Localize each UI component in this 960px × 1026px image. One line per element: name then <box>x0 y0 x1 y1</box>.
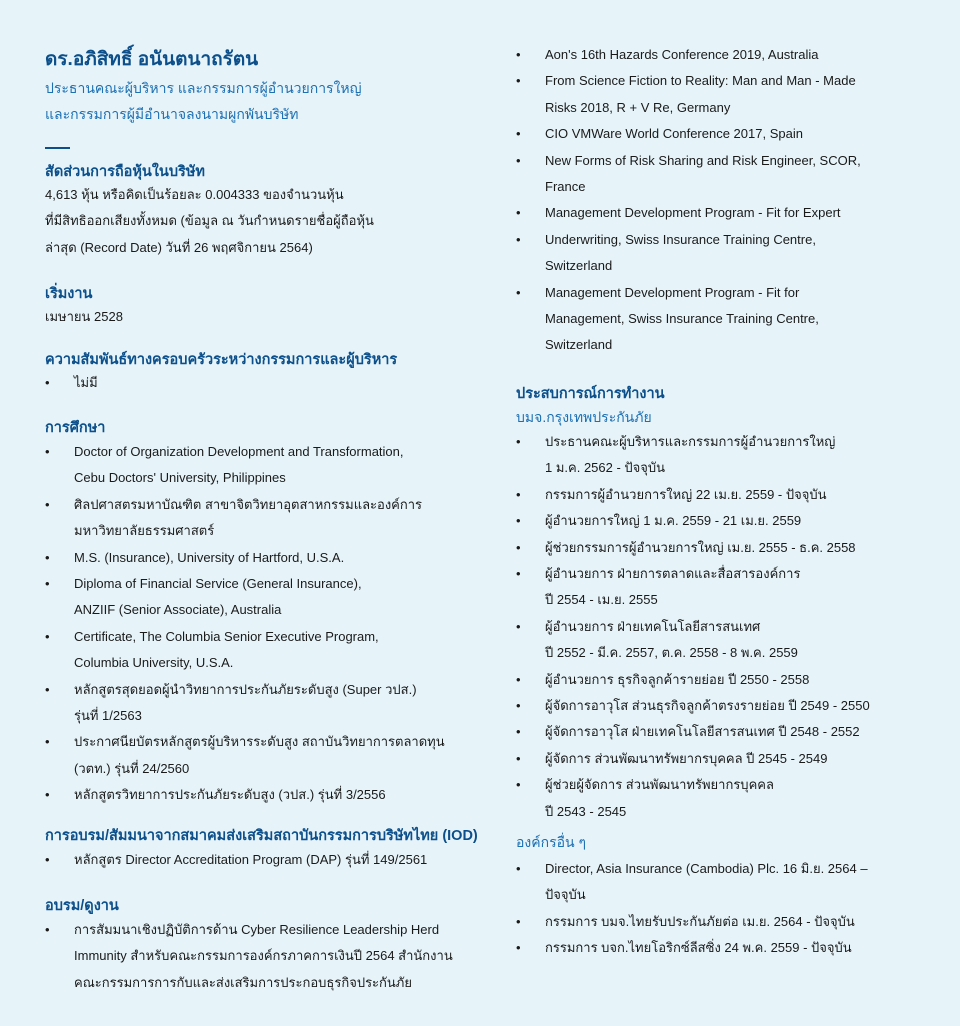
list-item-text: ปี 2543 - 2545 <box>545 803 627 819</box>
bullet-icon: • <box>45 444 50 459</box>
experience-heading: ประสบการณ์การทำงาน <box>516 386 665 402</box>
list-item <box>516 719 870 745</box>
education-heading: การศึกษา <box>45 420 106 436</box>
list-item-text: Cebu Doctors' University, Philippines <box>74 470 286 486</box>
list-item-text: กรรมการ บมจ.ไทยรับประกันภัยต่อ เม.ย. 2564 - ปัจจุบัน <box>545 913 855 929</box>
bullet-icon: • <box>516 698 521 714</box>
list-item <box>516 227 861 280</box>
iod-list <box>45 847 427 873</box>
iod-heading: การอบรม/สัมมนาจากสมาคมส่งเสริมสถาบันกรรมการบริษัทไทย (IOD) <box>45 828 478 844</box>
training-list-left <box>45 917 453 996</box>
education-list <box>45 439 445 809</box>
list-item-text: Diploma of Financial Service (General Insurance), <box>74 576 362 592</box>
list-item-text: 1 ม.ค. 2562 - ปัจจุบัน <box>545 460 666 476</box>
training-list-right <box>516 42 861 359</box>
list-item <box>45 571 445 624</box>
list-item <box>516 909 868 935</box>
list-item-text: ประธานคณะผู้บริหารและกรรมการผู้อำนวยการใหญ่ <box>545 434 836 449</box>
bullet-icon: • <box>516 777 521 793</box>
list-item-text: ผู้ช่วยผู้จัดการ ส่วนพัฒนาทรัพยากรบุคคล <box>545 777 774 793</box>
bullet-icon: • <box>516 566 521 582</box>
bullet-icon: • <box>45 576 50 592</box>
list-item-text: New Forms of Risk Sharing and Risk Engineer, SCOR, <box>545 152 861 168</box>
list-item <box>45 439 445 492</box>
list-item <box>516 482 870 508</box>
list-item <box>516 148 861 201</box>
bullet-icon: • <box>516 618 521 634</box>
list-item-text: Switzerland <box>545 258 613 274</box>
list-item-text: มหาวิทยาลัยธรรมศาสตร์ <box>74 523 215 539</box>
list-item <box>516 121 861 147</box>
list-item-text: ปัจจุบัน <box>545 887 586 903</box>
list-item <box>45 370 98 396</box>
family-relation-heading: ความสัมพันธ์ทางครอบครัวระหว่างกรรมการและผู้บริหาร <box>45 352 398 368</box>
list-item <box>516 200 861 226</box>
list-item-text: รุ่นที่ 1/2563 <box>74 708 142 724</box>
list-item-text: คณะกรรมการการกับและส่งเสริมการประกอบธุรกิจประกันภัย <box>74 974 412 990</box>
bullet-icon: • <box>516 231 521 247</box>
list-item-text: ผู้จัดการ ส่วนพัฒนาทรัพยากรบุคคล ปี 2545 - 2549 <box>545 750 828 766</box>
bullet-icon: • <box>45 787 50 803</box>
list-item <box>516 746 870 772</box>
bullet-icon: • <box>516 126 521 142</box>
bullet-icon: • <box>516 284 521 300</box>
list-item-text: กรรมการ บจก.ไทยโอริกซ์ลีสซิ่ง 24 พ.ค. 2559 - ปัจจุบัน <box>545 940 852 956</box>
list-item-text: France <box>545 179 586 195</box>
list-item-text: ผู้อำนวยการใหญ่ 1 ม.ค. 2559 - 21 เม.ย. 2559 <box>545 513 802 529</box>
list-item-text: ANZIIF (Senior Associate), Australia <box>74 602 282 618</box>
list-item-text: (วตท.) รุ่นที่ 24/2560 <box>74 760 190 776</box>
list-item <box>45 847 427 873</box>
training-heading: อบรม/ดูงาน <box>45 898 119 914</box>
list-item-text: การสัมมนาเชิงปฏิบัติการด้าน Cyber Resilience Leadership Herd <box>74 922 440 937</box>
list-item-text: Management Development Program - Fit for <box>545 284 800 300</box>
list-item <box>516 429 870 482</box>
family-relation-list <box>45 370 98 396</box>
list-item-text: Immunity สำหรับคณะกรรมการองค์กรภาคการเงินปี 2564 สำนักงาน <box>74 948 453 964</box>
bullet-icon: • <box>45 681 50 697</box>
bullet-icon: • <box>516 750 521 766</box>
list-item-text: Doctor of Organization Development and Transformation, <box>74 444 404 459</box>
list-item-text: ผู้ช่วยกรรมการผู้อำนวยการใหญ่ เม.ย. 2555 - ธ.ค. 2558 <box>545 539 856 555</box>
bullet-icon: • <box>516 940 521 956</box>
list-item-text: ผู้จัดการอาวุโส ส่วนธุรกิจลูกค้าตรงรายย่อย ปี 2549 - 2550 <box>545 698 870 714</box>
bullet-icon: • <box>516 513 521 529</box>
list-item-text: Director, Asia Insurance (Cambodia) Plc. 16 มิ.ย. 2564 – <box>545 861 868 876</box>
bullet-icon: • <box>516 671 521 687</box>
list-item-text: Certificate, The Columbia Senior Executive Program, <box>74 628 379 644</box>
experience-company: บมจ.กรุงเทพประกันภัย <box>516 409 652 425</box>
list-item-text: Switzerland <box>545 337 613 353</box>
list-item-text: ศิลปศาสตรมหาบัณฑิต สาขาจิตวิทยาอุตสาหกรรมและองค์การ <box>74 496 423 512</box>
bullet-icon: • <box>45 734 50 750</box>
list-item <box>516 693 870 719</box>
start-work-heading: เริ่มงาน <box>45 286 93 302</box>
list-item-text: Underwriting, Swiss Insurance Training Centre, <box>545 231 816 247</box>
bullet-icon: • <box>516 486 521 502</box>
list-item <box>45 624 445 677</box>
shareholding-heading: สัดส่วนการถือหุ้นในบริษัท <box>45 164 205 180</box>
list-item <box>516 508 870 534</box>
list-item-text: ผู้อำนวยการ ธุรกิจลูกค้ารายย่อย ปี 2550 - 2558 <box>545 671 810 687</box>
list-item-text: ปี 2552 - มี.ค. 2557, ต.ค. 2558 - 8 พ.ค. 2559 <box>545 645 798 661</box>
other-orgs-list <box>516 856 868 962</box>
list-item-text: หลักสูตรสุดยอดผู้นำวิทยาการประกันภัยระดับสูง (Super วปส.) <box>74 681 417 697</box>
position-line-1: ประธานคณะผู้บริหาร และกรรมการผู้อำนวยการใหญ่ <box>45 80 362 96</box>
bullet-icon: • <box>45 628 50 644</box>
list-item-text: Columbia University, U.S.A. <box>74 655 234 671</box>
bullet-icon: • <box>45 922 50 937</box>
list-item <box>45 917 453 996</box>
list-item <box>516 42 861 68</box>
list-item-text: ผู้อำนวยการ ฝ่ายเทคโนโลยีสารสนเทศ <box>545 618 761 634</box>
bullet-icon: • <box>516 724 521 740</box>
bullet-icon: • <box>516 434 521 449</box>
bullet-icon: • <box>45 549 50 565</box>
shareholding-line-3: ล่าสุด (Record Date) วันที่ 26 พฤศจิกายน 2564) <box>45 240 313 255</box>
list-item <box>516 561 870 614</box>
list-item <box>45 729 445 782</box>
list-item-text: M.S. (Insurance), University of Hartford, U.S.A. <box>74 549 345 565</box>
list-item <box>516 935 868 961</box>
list-item-text: From Science Fiction to Reality: Man and Man - Made <box>545 73 856 89</box>
person-name: ดร.อภิสิทธิ์ อนันตนาถรัตน <box>45 49 259 70</box>
start-work-value: เมษายน 2528 <box>45 309 123 324</box>
shareholding-line-1: 4,613 หุ้น หรือคิดเป็นร้อยละ 0.004333 ของจำนวนหุ้น <box>45 187 344 202</box>
bullet-icon: • <box>516 205 521 221</box>
list-item <box>45 677 445 730</box>
bullet-icon: • <box>516 47 521 62</box>
list-item-text: ประกาศนียบัตรหลักสูตรผู้บริหารระดับสูง สถาบันวิทยาการตลาดทุน <box>74 734 445 750</box>
bullet-icon: • <box>516 539 521 555</box>
list-item <box>516 68 861 121</box>
bullet-icon: • <box>516 913 521 929</box>
list-item <box>516 856 868 909</box>
list-item <box>516 772 870 825</box>
list-item-text: CIO VMWare World Conference 2017, Spain <box>545 126 803 142</box>
bullet-icon: • <box>45 852 50 867</box>
list-item <box>45 545 445 571</box>
bullet-icon: • <box>516 73 521 89</box>
list-item-text: Management Development Program - Fit for Expert <box>545 205 841 221</box>
bullet-icon: • <box>45 375 50 390</box>
list-item <box>516 280 861 359</box>
list-item <box>516 614 870 667</box>
shareholding-line-2: ที่มีสิทธิออกเสียงทั้งหมด (ข้อมูล ณ วันกำหนดรายชื่อผู้ถือหุ้น <box>45 213 374 228</box>
list-item-text: Risks 2018, R + V Re, Germany <box>545 99 731 115</box>
bullet-icon: • <box>516 152 521 168</box>
position-line-2: และกรรมการผู้มีอำนาจลงนามผูกพันบริษัท <box>45 106 299 122</box>
bullet-icon: • <box>45 496 50 512</box>
list-item-text: หลักสูตร Director Accreditation Program (DAP) รุ่นที่ 149/2561 <box>74 852 428 867</box>
list-item-text: ไม่มี <box>74 375 98 390</box>
list-item <box>516 667 870 693</box>
divider <box>45 147 70 149</box>
bullet-icon: • <box>516 861 521 876</box>
list-item <box>45 492 445 545</box>
list-item-text: Management, Swiss Insurance Training Centre, <box>545 311 819 327</box>
list-item-text: ผู้อำนวยการ ฝ่ายการตลาดและสื่อสารองค์การ <box>545 566 801 582</box>
other-orgs-heading: องค์กรอื่น ๆ <box>516 834 586 850</box>
list-item-text: กรรมการผู้อำนวยการใหญ่ 22 เม.ย. 2559 - ปัจจุบัน <box>545 486 827 502</box>
list-item-text: หลักสูตรวิทยาการประกันภัยระดับสูง (วปส.) รุ่นที่ 3/2556 <box>74 787 386 803</box>
list-item <box>45 782 445 808</box>
list-item-text: ผู้จัดการอาวุโส ฝ่ายเทคโนโลยีสารสนเทศ ปี 2548 - 2552 <box>545 724 860 740</box>
list-item <box>516 535 870 561</box>
list-item-text: ปี 2554 - เม.ย. 2555 <box>545 592 658 608</box>
list-item-text: Aon's 16th Hazards Conference 2019, Australia <box>545 47 819 62</box>
experience-list <box>516 429 870 825</box>
